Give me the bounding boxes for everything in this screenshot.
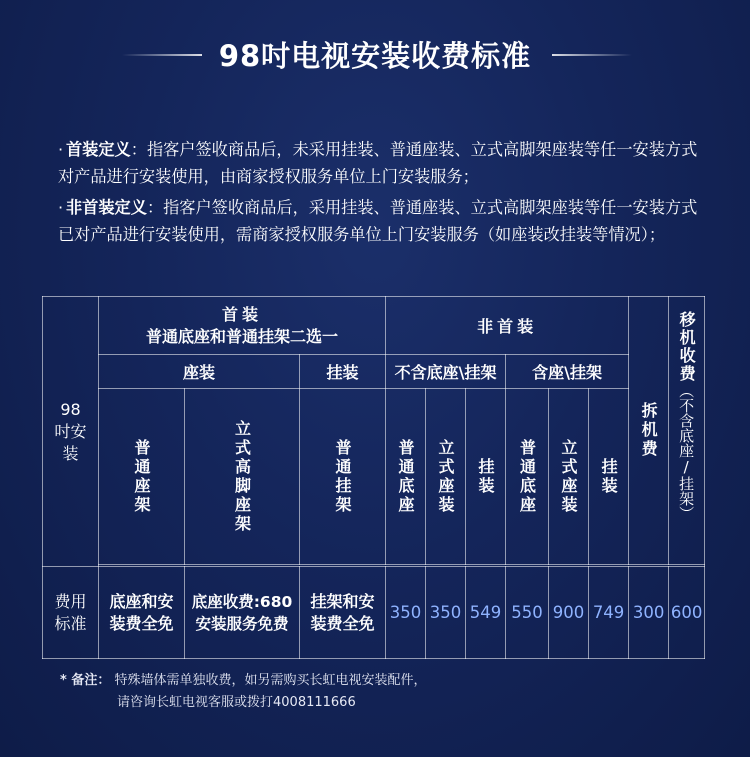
price-cell [549,567,589,659]
seat-header [99,355,300,389]
definition-text: 指客户签收商品后，采用挂装、普通座装、立式高脚架座装等任一安装方式已对产品进行安装使用，需商家授权服务单位上门安装服务（如座装改挂装等情况）； [58,198,698,244]
price-remove: 300 [632,603,665,622]
price-cell [506,567,549,659]
price-cell [426,567,466,659]
first-install-header [99,297,386,355]
col-incl-normal-base [506,389,549,565]
col-excl-normal-base-label: 普通底座 [396,438,416,515]
note-label: * 备注： [60,673,111,688]
col-excl-normal-base [386,389,426,565]
fee-tall-seat [185,567,300,659]
fee-table [42,296,705,659]
note-line2: 请咨询长虹电视客服或拨打4008111666 [117,695,356,710]
excl-base-header [386,355,506,389]
fee-label-cell [43,567,99,659]
col-excl-hang [466,389,506,565]
row-header-cell [43,297,99,567]
col-tall-seat [185,389,300,565]
price-cell [589,567,629,659]
hang-header [300,355,386,389]
price-cell [386,567,426,659]
col-normal-seat [99,389,185,565]
table-row [43,567,705,659]
table-row [43,355,705,389]
col-excl-hang-label: 挂装 [476,457,496,496]
title-area [0,30,750,80]
fee-table-wrap [42,296,704,659]
seat-label: 座装 [182,363,215,382]
col-excl-stand-seat [426,389,466,565]
col-incl-hang [589,389,629,565]
fee-normal-hang-text: 挂架和安装费全免 [310,591,375,633]
col-incl-normal-base-label: 普通底座 [517,438,537,515]
fee-tall-seat-line1: 底座收费:680 [191,592,293,611]
price-cell [629,567,669,659]
note [60,670,700,714]
price-excl-normal-base: 350 [389,603,422,622]
table-row [43,389,705,565]
col-excl-stand-seat-label: 立式座装 [436,438,456,515]
first-install-sub: 普通底座和普通挂架二选一 [146,326,339,346]
price-cell [466,567,506,659]
definitions [58,136,708,252]
col-incl-hang-label: 挂装 [599,457,619,496]
fee-normal-seat-text: 底座和安装费全免 [109,591,174,633]
definition-colon: ： [130,140,147,159]
move-fee-sub: （不含底座/挂架） [677,383,696,521]
bullet: · [58,198,64,217]
col-incl-stand-seat [549,389,589,565]
note-line1: 特殊墙体需单独收费，如另需购买长虹电视安装配件， [114,673,427,688]
price-incl-normal-base: 550 [511,603,543,622]
col-tall-seat-label: 立式高脚座架 [232,419,252,534]
definition-title: 首装定义 [66,140,131,159]
hang-label: 挂装 [326,363,359,382]
col-normal-hang [300,389,386,565]
price-incl-hang: 749 [592,603,625,622]
col-normal-seat-label: 普通座架 [132,438,151,515]
title-divider-right [552,54,632,56]
incl-base-label: 含座\挂架 [532,363,602,382]
price-incl-stand-seat: 900 [552,603,585,622]
price-excl-stand-seat: 350 [429,603,462,622]
definition-colon: ： [146,198,164,217]
non-first-install-header [386,297,629,355]
definition-non-first-install [58,194,708,248]
definition-first-install [58,136,708,190]
move-fee-header [669,297,705,565]
incl-base-header [506,355,629,389]
fee-tall-seat-line2: 安装服务免费 [195,614,289,633]
price-move: 600 [670,603,703,622]
fee-normal-hang [300,567,386,659]
table-row [43,297,705,355]
definition-title: 非首装定义 [66,198,147,217]
first-install-label: 首装 [222,304,263,324]
row-header: 98吋安装 [54,399,87,463]
remove-fee-header [629,297,669,565]
definition-text: 指客户签收商品后，未采用挂装、普通座装、立式高脚架座装等任一安装方式对产品进行安装使用，由商家授权服务单位上门安装服务； [58,140,698,186]
fee-normal-seat [99,567,185,659]
col-incl-stand-seat-label: 立式座装 [559,438,579,515]
page-title: 98吋电视安装收费标准 [218,39,532,73]
remove-fee-label: 拆机费 [639,402,659,459]
price-cell [669,567,705,659]
price-excl-hang: 549 [469,603,502,622]
excl-base-label: 不含底座\挂架 [394,363,497,382]
move-fee-label: 移机收费 [677,311,697,383]
fee-label: 费用标准 [54,591,87,633]
bullet: · [58,140,64,159]
non-first-install-label: 非首装 [477,317,538,336]
col-normal-hang-label: 普通挂架 [333,438,353,515]
